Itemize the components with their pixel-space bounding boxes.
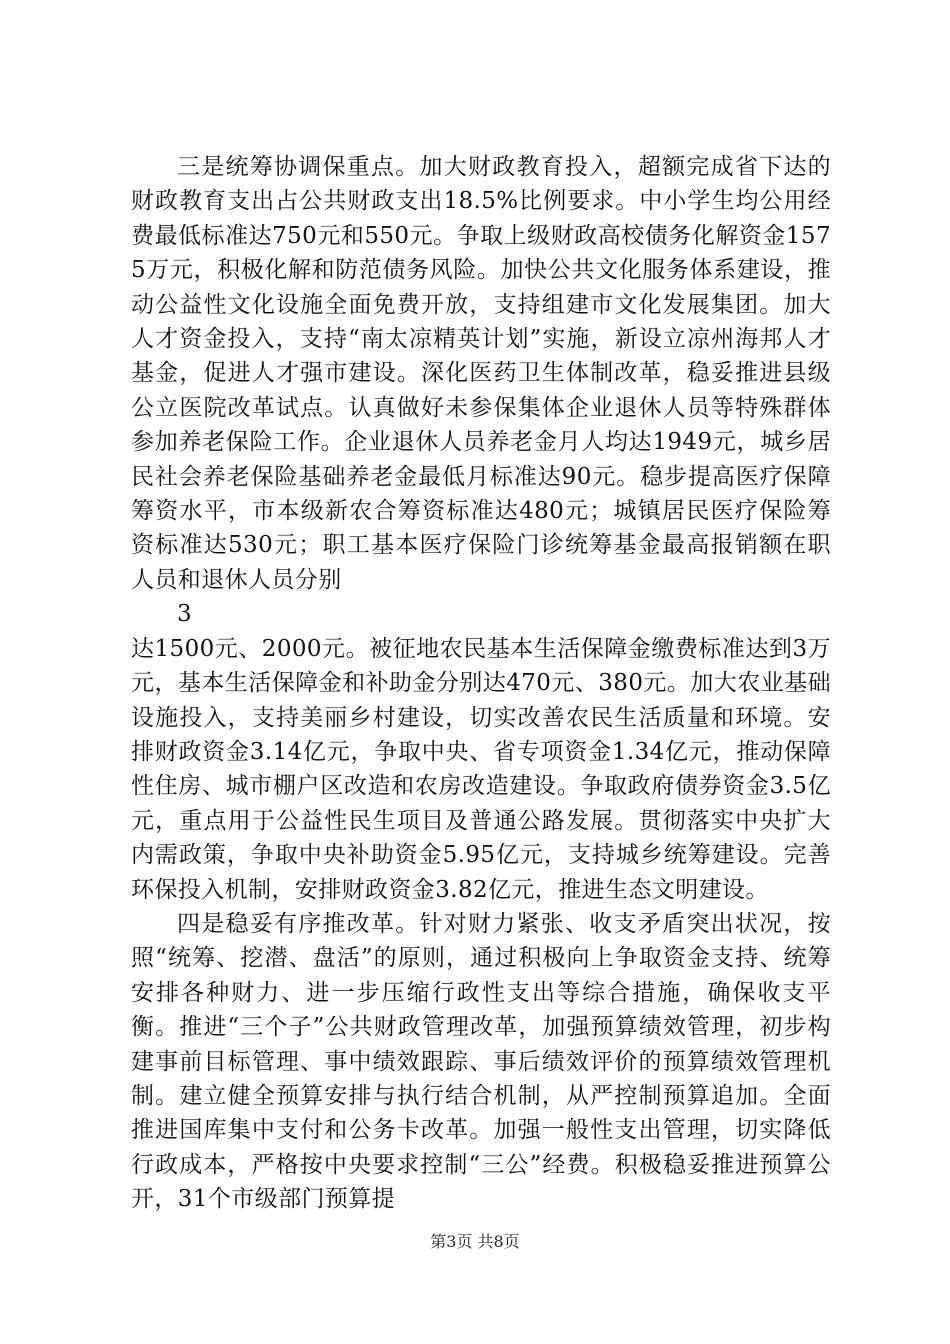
inline-page-marker: 3: [177, 601, 192, 628]
paragraph-education-culture-social-security: 三是统筹协调保重点。加大财政教育投入，超额完成省下达的财政教育支出占公共财政支出18.5%比例要求。中小学生均公用经费最低标准达750元和550元。争取上级财政高校债务化解资金1575万元，积极化解和防范债务风险。加快公共文化服务体系建设，推动公益性文化设施全面免费开放，支持组建市文化发展集团。加大人才资金投入，支持“南太凉精英计划”实施，新设立凉州海邦人才基金，促进人才强市建设。深化医药卫生体制改革，稳妥推进县级公立医院改革试点。认真做好未参保集体企业退休人员等特殊群体参加养老保险工作。企业退休人员养老金月人均达1949元，城乡居民社会养老保险基础养老金最低月标准达90元。稳步提高医疗保障筹资水平，市本级新农合筹资标准达480元；城镇居民医疗保险筹资标准达530元；职工基本医疗保险门诊统筹基金最高报销额在职人员和退休人员分别: [131, 154, 831, 593]
paragraph-continuation-livelihood-investment: 达1500元、2000元。被征地农民基本生活保障金缴费标准达到3万元，基本生活保障金和补助金分别达470元、380元。加大农业基础设施投入，支持美丽乡村建设，切实改善农民生活质量和环境。安排财政资金3.14亿元，争取中央、省专项资金1.34亿元，推动保障性住房、城市棚户区改造和农房改造建设。争取政府债券资金3.5亿元，重点用于公益性民生项目及普通公路发展。贯彻落实中央扩大内需政策，争取中央补助资金5.95亿元，支持城乡统筹建设。完善环保投入机制，安排财政资金3.82亿元，推进生态文明建设。: [131, 635, 831, 903]
paragraph-reform: 四是稳妥有序推改革。针对财力紧张、收支矛盾突出状况，按照“统筹、挖潜、盘活”的原则，通过积极向上争取资金支持、统筹安排各种财力、进一步压缩行政性支出等综合措施，确保收支平衡。推进“三个子”公共财政管理改革，加强预算绩效管理，初步构建事前目标管理、事中绩效跟踪、事后绩效评价的预算绩效管理机制。建立健全预算安排与执行结合机制，从严控制预算追加。全面推进国库集中支付和公务卡改革。加强一般性支出管理，切实降低行政成本，严格按中央要求控制“三公”经费。积极稳妥推进预算公开，31个市级部门预算提: [131, 910, 831, 1213]
document-body: [131, 150, 831, 1217]
page-footer: 第3页 共8页: [430, 1232, 520, 1251]
